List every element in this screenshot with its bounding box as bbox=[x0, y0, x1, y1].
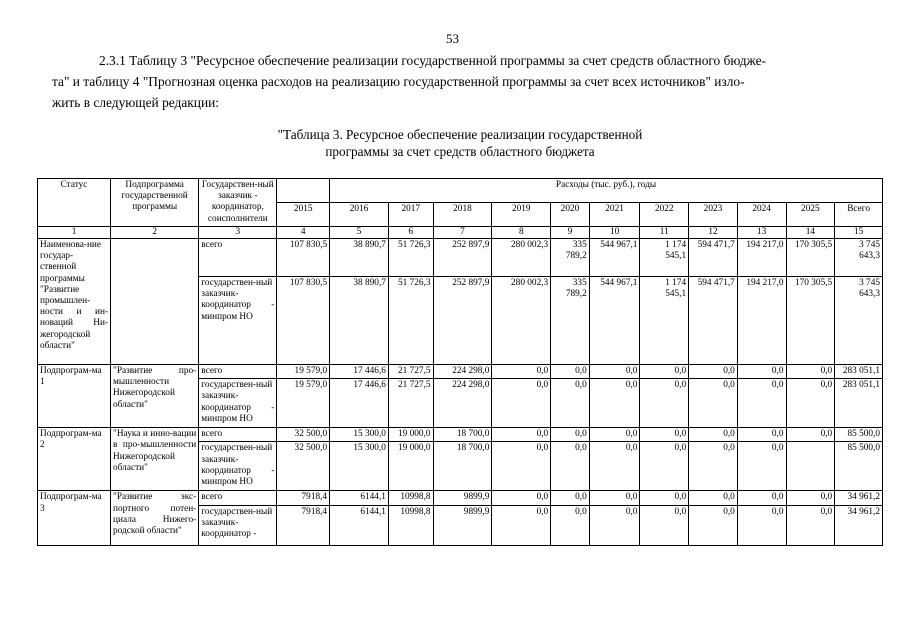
header-year: 2022 bbox=[640, 202, 689, 226]
value-cell: 283 051,1 bbox=[835, 365, 883, 379]
header-subprogram: Подпрограмма государственной программы bbox=[111, 179, 199, 227]
intro-line: жить в следующей редакции: bbox=[52, 95, 220, 110]
value-cell: 0,0 bbox=[689, 491, 738, 505]
subprogram-cell: "Развитие про-мышленности Нижегородской области" bbox=[111, 365, 199, 428]
coordinator-cell: всего bbox=[199, 365, 277, 379]
value-cell: 107 830,5 bbox=[277, 239, 330, 277]
value-cell: 0,0 bbox=[551, 491, 590, 505]
value-cell: 0,0 bbox=[589, 365, 640, 379]
table-row bbox=[38, 491, 883, 505]
column-number: 5 bbox=[330, 226, 389, 238]
table-row bbox=[38, 365, 883, 379]
column-number: 14 bbox=[786, 226, 835, 238]
value-cell: 85 500,0 bbox=[835, 442, 883, 491]
value-cell: 10998,8 bbox=[388, 491, 433, 505]
column-number: 6 bbox=[388, 226, 433, 238]
value-cell: 0,0 bbox=[689, 505, 738, 545]
value-cell: 0,0 bbox=[492, 505, 551, 545]
value-cell: 7918,4 bbox=[277, 505, 330, 545]
value-cell: 194 217,0 bbox=[737, 239, 786, 277]
value-cell: 0,0 bbox=[640, 491, 689, 505]
column-number: 12 bbox=[689, 226, 738, 238]
column-number: 8 bbox=[492, 226, 551, 238]
value-cell: 283 051,1 bbox=[835, 379, 883, 428]
value-cell: 0,0 bbox=[589, 442, 640, 491]
table-caption bbox=[0, 126, 905, 160]
header-year: 2019 bbox=[492, 202, 551, 226]
value-cell: 0,0 bbox=[737, 491, 786, 505]
column-number: 2 bbox=[111, 226, 199, 238]
value-cell: 34 961,2 bbox=[835, 491, 883, 505]
column-number-row bbox=[38, 226, 883, 238]
header-empty-cell bbox=[277, 179, 330, 203]
column-number: 10 bbox=[589, 226, 640, 238]
header-expenses: Расходы (тыс. руб.), годы bbox=[330, 179, 883, 203]
value-cell: 34 961,2 bbox=[835, 505, 883, 545]
value-cell: 0,0 bbox=[689, 428, 738, 442]
value-cell: 17 446,6 bbox=[330, 365, 389, 379]
header-year: 2023 bbox=[689, 202, 738, 226]
value-cell: 7918,4 bbox=[277, 491, 330, 505]
value-cell: 0,0 bbox=[589, 379, 640, 428]
value-cell: 0,0 bbox=[589, 428, 640, 442]
value-cell: 0,0 bbox=[737, 442, 786, 491]
value-cell: 85 500,0 bbox=[835, 428, 883, 442]
header-year: 2025 bbox=[786, 202, 835, 226]
header-year: 2016 bbox=[330, 202, 389, 226]
header-row-1 bbox=[38, 179, 883, 203]
value-cell: 0,0 bbox=[551, 505, 590, 545]
value-cell: 1 174 545,1 bbox=[640, 277, 689, 365]
table-caption-line-1: "Таблица 3. Ресурсное обеспечение реализации государственной bbox=[277, 127, 643, 142]
value-cell: 32 500,0 bbox=[277, 442, 330, 491]
value-cell: 32 500,0 bbox=[277, 428, 330, 442]
value-cell: 0,0 bbox=[589, 505, 640, 545]
value-cell: 18 700,0 bbox=[433, 442, 492, 491]
value-cell: 9899,9 bbox=[433, 491, 492, 505]
value-cell: 0,0 bbox=[551, 379, 590, 428]
value-cell: 0,0 bbox=[492, 428, 551, 442]
status-cell: Наименова-ние государ-ственной программы "Развитие промышлен-ности и ин-новаций Ни-жегородской области" bbox=[38, 239, 111, 365]
value-cell: 280 002,3 bbox=[492, 239, 551, 277]
header-year: 2017 bbox=[388, 202, 433, 226]
subprogram-cell: "Наука и инно-вации в про-мышленности Нижегородской области" bbox=[111, 428, 199, 491]
coordinator-cell: всего bbox=[199, 239, 277, 277]
value-cell: 224 298,0 bbox=[433, 365, 492, 379]
value-cell: 194 217,0 bbox=[737, 277, 786, 365]
value-cell: 0,0 bbox=[737, 505, 786, 545]
column-number: 3 bbox=[199, 226, 277, 238]
header-coordinator: Государствен-ный заказчик - координатор, соисполнители bbox=[199, 179, 277, 227]
value-cell: 0,0 bbox=[640, 442, 689, 491]
value-cell: 18 700,0 bbox=[433, 428, 492, 442]
value-cell: 51 726,3 bbox=[388, 239, 433, 277]
header-year: 2024 bbox=[737, 202, 786, 226]
table-row bbox=[38, 428, 883, 442]
value-cell: 280 002,3 bbox=[492, 277, 551, 365]
column-number: 1 bbox=[38, 226, 111, 238]
intro-paragraph bbox=[52, 50, 872, 113]
header-year: Всего bbox=[835, 202, 883, 226]
page-number: 53 bbox=[446, 31, 459, 46]
value-cell: 15 300,0 bbox=[330, 428, 389, 442]
table-body bbox=[38, 239, 883, 546]
status-cell: Подпрограм-ма 1 bbox=[38, 365, 111, 428]
value-cell: 252 897,9 bbox=[433, 277, 492, 365]
value-cell: 0,0 bbox=[640, 428, 689, 442]
value-cell: 0,0 bbox=[492, 365, 551, 379]
column-number: 15 bbox=[835, 226, 883, 238]
value-cell: 0,0 bbox=[786, 491, 835, 505]
value-cell: 6144,1 bbox=[330, 505, 389, 545]
coordinator-cell: государствен-ный заказчик-координатор - минпром НО bbox=[199, 442, 277, 491]
value-cell: 0,0 bbox=[640, 379, 689, 428]
value-cell: 21 727,5 bbox=[388, 365, 433, 379]
value-cell: 0,0 bbox=[689, 379, 738, 428]
value-cell: 0,0 bbox=[689, 442, 738, 491]
value-cell: 0,0 bbox=[589, 491, 640, 505]
header-year: 2018 bbox=[433, 202, 492, 226]
coordinator-cell: всего bbox=[199, 428, 277, 442]
intro-line: та" и таблицу 4 "Прогнозная оценка расходов на реализацию государственной программы за счет всех источников" изло- bbox=[52, 74, 745, 89]
column-number: 7 bbox=[433, 226, 492, 238]
value-cell: 38 890,7 bbox=[330, 239, 389, 277]
column-number: 13 bbox=[737, 226, 786, 238]
value-cell: 0,0 bbox=[551, 428, 590, 442]
value-cell: 0,0 bbox=[737, 428, 786, 442]
value-cell: 15 300,0 bbox=[330, 442, 389, 491]
value-cell: 3 745 643,3 bbox=[835, 277, 883, 365]
coordinator-cell: всего bbox=[199, 491, 277, 505]
value-cell: 0,0 bbox=[786, 365, 835, 379]
value-cell: 17 446,6 bbox=[330, 379, 389, 428]
value-cell: 107 830,5 bbox=[277, 277, 330, 365]
header-status: Статус bbox=[38, 179, 111, 227]
value-cell: 335 789,2 bbox=[551, 277, 590, 365]
value-cell: 19 579,0 bbox=[277, 365, 330, 379]
value-cell: 0,0 bbox=[689, 365, 738, 379]
column-number: 11 bbox=[640, 226, 689, 238]
intro-line: 2.3.1 Таблицу 3 "Ресурсное обеспечение реализации государственной программы за счет средств областного бюдже- bbox=[99, 53, 767, 68]
value-cell: 0,0 bbox=[492, 442, 551, 491]
value-cell: 544 967,1 bbox=[589, 277, 640, 365]
value-cell: 0,0 bbox=[551, 442, 590, 491]
value-cell: 38 890,7 bbox=[330, 277, 389, 365]
table-row bbox=[38, 239, 883, 277]
subprogram-cell: "Развитие экс-портного потен-циала Нижего-родской области" bbox=[111, 491, 199, 545]
value-cell: 224 298,0 bbox=[433, 379, 492, 428]
value-cell: 21 727,5 bbox=[388, 379, 433, 428]
value-cell: 10998,8 bbox=[388, 505, 433, 545]
value-cell bbox=[786, 442, 835, 491]
value-cell: 170 305,5 bbox=[786, 277, 835, 365]
value-cell: 3 745 643,3 bbox=[835, 239, 883, 277]
coordinator-cell: государствен-ный заказчик-координатор - минпром НО bbox=[199, 379, 277, 428]
value-cell: 170 305,5 bbox=[786, 239, 835, 277]
value-cell: 0,0 bbox=[786, 505, 835, 545]
value-cell: 0,0 bbox=[640, 505, 689, 545]
value-cell: 19 579,0 bbox=[277, 379, 330, 428]
value-cell: 0,0 bbox=[492, 379, 551, 428]
value-cell: 19 000,0 bbox=[388, 428, 433, 442]
resource-table bbox=[37, 178, 883, 546]
value-cell: 252 897,9 bbox=[433, 239, 492, 277]
value-cell: 0,0 bbox=[786, 379, 835, 428]
value-cell: 1 174 545,1 bbox=[640, 239, 689, 277]
header-year: 2015 bbox=[277, 202, 330, 226]
value-cell: 335 789,2 bbox=[551, 239, 590, 277]
value-cell: 544 967,1 bbox=[589, 239, 640, 277]
value-cell: 0,0 bbox=[492, 491, 551, 505]
coordinator-cell: государствен-ный заказчик-координатор - bbox=[199, 505, 277, 545]
status-cell: Подпрограм-ма 3 bbox=[38, 491, 111, 545]
value-cell: 0,0 bbox=[737, 365, 786, 379]
status-cell: Подпрограм-ма 2 bbox=[38, 428, 111, 491]
column-number: 9 bbox=[551, 226, 590, 238]
value-cell: 0,0 bbox=[640, 365, 689, 379]
value-cell: 19 000,0 bbox=[388, 442, 433, 491]
value-cell: 594 471,7 bbox=[689, 239, 738, 277]
coordinator-cell: государствен-ный заказчик-координатор - минпром НО bbox=[199, 277, 277, 365]
value-cell: 594 471,7 bbox=[689, 277, 738, 365]
table-caption-line-2: программы за счет средств областного бюджета bbox=[325, 144, 595, 159]
header-year: 2021 bbox=[589, 202, 640, 226]
value-cell: 9899,9 bbox=[433, 505, 492, 545]
column-number: 4 bbox=[277, 226, 330, 238]
value-cell: 51 726,3 bbox=[388, 277, 433, 365]
subprogram-cell bbox=[111, 239, 199, 365]
value-cell: 0,0 bbox=[737, 379, 786, 428]
value-cell: 0,0 bbox=[786, 428, 835, 442]
header-year: 2020 bbox=[551, 202, 590, 226]
value-cell: 6144,1 bbox=[330, 491, 389, 505]
value-cell: 0,0 bbox=[551, 365, 590, 379]
